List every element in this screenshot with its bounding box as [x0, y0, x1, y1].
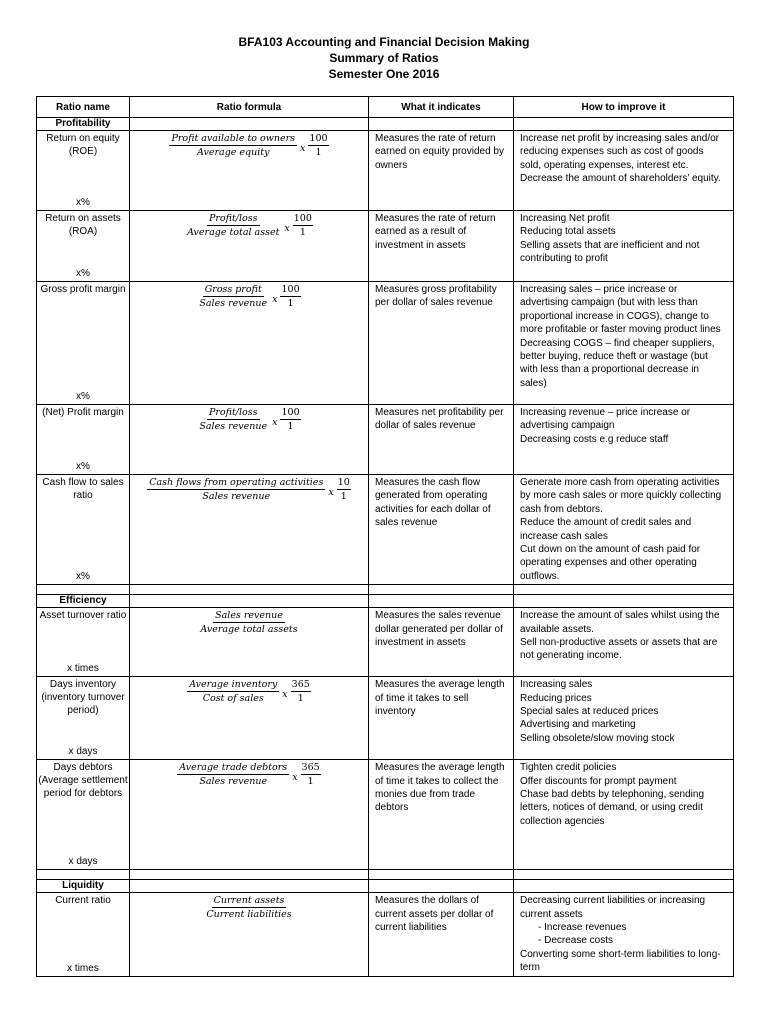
what-it-indicates-cell	[369, 475, 514, 585]
ratio-unit: x days	[68, 746, 98, 758]
what-it-indicates-cell	[369, 760, 514, 870]
ratio-unit: x times	[67, 962, 99, 974]
how-to-improve-cell	[514, 405, 734, 475]
improvement-item: Special sales at reduced prices	[520, 706, 659, 718]
ratio-row	[37, 131, 734, 211]
ratio-formula-cell	[130, 475, 369, 585]
ratio-name-cell	[37, 475, 130, 585]
improvement-item: Increase the amount of sales whilst using the available assets.	[520, 610, 720, 635]
what-it-indicates-text: Measures net profitability per dollar of sales revenue	[375, 407, 504, 432]
spacer-cell	[514, 870, 734, 880]
ratio-name: Current ratio	[55, 895, 111, 907]
improvement-item: Increasing sales – price increase or advertising campaign (but with less than proportional increase in COGS), change to more profitable or faster moving product lines	[520, 284, 721, 336]
what-it-indicates-cell	[369, 211, 514, 282]
ratio-formula-cell	[130, 608, 369, 677]
formula-denominator: Sales revenue	[199, 776, 268, 788]
how-to-improve-cell	[514, 211, 734, 282]
ratio-name: Return on equity (ROE)	[46, 133, 120, 157]
ratio-name: (Net) Profit margin	[42, 407, 124, 418]
formula-numerator: Gross profit	[204, 284, 262, 295]
improvement-item: Tighten credit policies	[520, 762, 617, 774]
improvement-item: Increasing Net profit	[520, 213, 610, 224]
section-empty-cell	[514, 118, 734, 131]
title-line-3: Semester One 2016	[328, 67, 440, 81]
title-line-2: Summary of Ratios	[329, 51, 439, 65]
ratio-formula	[197, 406, 300, 433]
formula-numerator: Average inventory	[189, 679, 278, 691]
formula-multiply-sign: x	[292, 772, 298, 784]
section-label: Liquidity	[37, 880, 130, 893]
multiplier-denominator: 1	[315, 147, 322, 158]
multiplier-denominator: 1	[307, 776, 314, 788]
what-it-indicates-text: Measures the average length of time it takes to collect the monies due from trade debtors	[375, 762, 505, 814]
formula-multiply-sign: x	[272, 294, 278, 305]
section-label: Efficiency	[37, 595, 130, 608]
spacer-cell	[369, 870, 514, 880]
spacer-row	[37, 585, 734, 595]
formula-denominator: Sales revenue	[199, 421, 268, 432]
improvement-item: - Decrease costs	[538, 935, 614, 947]
how-to-improve-cell	[514, 893, 734, 976]
formula-multiply-sign: x	[300, 143, 306, 154]
formula-multiplier	[337, 476, 351, 503]
ratio-formula	[147, 476, 351, 503]
formula-numerator: Profit/loss	[208, 213, 258, 224]
formula-multiplier	[280, 406, 300, 433]
improvement-item: Decreasing COGS – find cheaper suppliers, better buying, reduce theft or wastage (but with less than a proportional decrease in sales)	[520, 337, 715, 389]
improvement-item: Reducing prices	[520, 692, 592, 704]
improvement-item: Increase net profit by increasing sales and/or reducing expenses such as cost of goods sold, operating expenses, interest etc.	[520, 133, 719, 171]
ratio-unit: x%	[76, 571, 90, 583]
formula-denominator: Sales revenue	[202, 491, 271, 502]
formula-fraction	[197, 283, 269, 310]
improvement-item: Reduce the amount of credit sales and increase cash sales	[520, 517, 692, 542]
multiplier-numerator: 100	[281, 284, 300, 295]
header-what-it-indicates: What it indicates	[369, 97, 514, 118]
ratio-formula	[198, 609, 299, 636]
improvement-item: Advertising and marketing	[520, 719, 636, 731]
formula-numerator: Profit/loss	[208, 407, 258, 418]
what-it-indicates-text: Measures the rate of return earned on equity provided by owners	[375, 133, 504, 171]
formula-multiplier	[308, 132, 328, 159]
improvement-item: Decreasing costs e.g reduce staff	[520, 433, 669, 445]
multiplier-denominator: 1	[287, 298, 294, 309]
improvement-item: Converting some short-term liabilities to long-term	[520, 948, 721, 974]
ratio-formula	[169, 132, 328, 159]
formula-fraction	[147, 476, 325, 503]
what-it-indicates-text: Measures the dollars of current assets per dollar of current liabilities	[375, 895, 494, 934]
multiplier-denominator: 1	[297, 693, 304, 705]
formula-denominator: Average equity	[197, 147, 270, 158]
ratio-formula	[197, 283, 300, 310]
ratio-unit: x times	[67, 663, 99, 675]
formula-multiply-sign: x	[282, 689, 288, 701]
multiplier-numerator: 10	[337, 477, 350, 488]
ratio-formula-cell	[130, 405, 369, 475]
improvement-item: Decrease the amount of shareholders’ equity.	[520, 173, 721, 185]
how-to-improve-cell	[514, 131, 734, 211]
ratio-name-cell	[37, 131, 130, 211]
section-row-liquidity	[37, 880, 734, 893]
section-empty-cell	[130, 880, 369, 893]
what-it-indicates-text: Measures the sales revenue dollar generated per dollar of investment in assets	[375, 610, 503, 649]
formula-numerator: Average trade debtors	[179, 762, 288, 774]
ratio-row	[37, 405, 734, 475]
formula-multiply-sign: x	[328, 487, 334, 498]
formula-fraction	[198, 609, 299, 636]
ratio-formula-cell	[130, 893, 369, 976]
ratio-formula	[177, 761, 320, 788]
ratio-formula	[204, 894, 293, 921]
ratio-row	[37, 677, 734, 760]
section-empty-cell	[514, 880, 734, 893]
formula-denominator: Sales revenue	[199, 298, 268, 309]
multiplier-denominator: 1	[287, 421, 294, 432]
what-it-indicates-cell	[369, 608, 514, 677]
section-empty-cell	[369, 880, 514, 893]
multiplier-numerator: 100	[309, 133, 328, 144]
spacer-cell	[37, 585, 130, 595]
multiplier-numerator: 100	[293, 213, 312, 224]
formula-fraction	[187, 678, 279, 705]
formula-denominator: Cost of sales	[202, 693, 264, 705]
improvement-item: Offer discounts for prompt payment	[520, 775, 677, 787]
formula-numerator: Sales revenue	[215, 610, 283, 622]
ratio-formula	[187, 678, 311, 705]
improvement-item: Selling assets that are inefficient and not contributing to profit	[520, 239, 700, 265]
what-it-indicates-cell	[369, 893, 514, 976]
improvement-item: Increasing revenue – price increase or advertising campaign	[520, 407, 691, 432]
ratio-row	[37, 608, 734, 677]
spacer-cell	[514, 585, 734, 595]
formula-multiply-sign: x	[272, 417, 278, 428]
ratio-unit: x%	[76, 268, 90, 279]
ratio-name-cell	[37, 677, 130, 760]
formula-fraction	[169, 132, 297, 159]
ratio-name: Asset turnover ratio	[39, 610, 127, 622]
section-empty-cell	[130, 595, 369, 608]
ratio-name-cell	[37, 893, 130, 976]
how-to-improve-cell	[514, 475, 734, 585]
how-to-improve-cell	[514, 760, 734, 870]
ratio-row	[37, 760, 734, 870]
improvement-item: Generate more cash from operating activities by more cash sales or more quickly collecting cash from debtors.	[520, 477, 722, 515]
improvement-item: Reducing total assets	[520, 226, 616, 238]
ratio-name-cell	[37, 405, 130, 475]
ratio-row	[37, 211, 734, 282]
how-to-improve-cell	[514, 677, 734, 760]
formula-multiply-sign: x	[284, 223, 290, 234]
improvement-item: Sell non-productive assets or assets that are not generating income.	[520, 637, 718, 662]
formula-denominator: Average total asset	[187, 227, 280, 238]
formula-multiplier	[280, 283, 300, 310]
improvement-item: Cut down on the amount of cash paid for operating expenses and other operating outflows.	[520, 544, 701, 582]
section-label: Profitability	[37, 118, 130, 131]
formula-fraction	[197, 406, 269, 433]
what-it-indicates-cell	[369, 677, 514, 760]
spacer-cell	[130, 870, 369, 880]
formula-numerator: Profit available to owners	[171, 133, 296, 144]
multiplier-numerator: 365	[301, 762, 320, 774]
ratio-unit: x%	[76, 197, 90, 208]
section-row-profitability	[37, 118, 734, 131]
section-empty-cell	[369, 118, 514, 131]
improvement-item: - Increase revenues	[538, 922, 627, 934]
ratio-unit: x%	[76, 391, 90, 402]
what-it-indicates-cell	[369, 282, 514, 405]
what-it-indicates-text: Measures the average length of time it takes to sell inventory	[375, 679, 505, 718]
how-to-improve-cell	[514, 282, 734, 405]
improvement-item: Increasing sales	[520, 679, 593, 691]
formula-multiplier	[301, 761, 321, 788]
multiplier-numerator: 100	[281, 407, 300, 418]
spacer-row	[37, 870, 734, 880]
what-it-indicates-text: Measures gross profitability per dollar of sales revenue	[375, 284, 497, 309]
formula-fraction	[177, 761, 289, 788]
what-it-indicates-cell	[369, 405, 514, 475]
what-it-indicates-cell	[369, 131, 514, 211]
ratio-formula-cell	[130, 282, 369, 405]
ratio-unit: x%	[76, 461, 90, 472]
title-line-1: BFA103 Accounting and Financial Decision Making	[238, 35, 530, 49]
multiplier-numerator: 365	[291, 679, 310, 691]
document-title	[0, 34, 768, 82]
multiplier-denominator: 1	[340, 491, 347, 502]
ratio-row	[37, 893, 734, 976]
formula-fraction	[204, 894, 293, 921]
formula-numerator: Cash flows from operating activities	[149, 477, 324, 488]
multiplier-denominator: 1	[299, 227, 306, 238]
ratios-table	[36, 96, 734, 977]
formula-multiplier	[291, 678, 311, 705]
ratio-formula	[185, 212, 313, 239]
spacer-cell	[369, 585, 514, 595]
improvement-item: Chase bad debts by telephoning, sending letters, notices of demand, or using credit collection agencies	[520, 789, 705, 827]
section-empty-cell	[369, 595, 514, 608]
ratio-row	[37, 282, 734, 405]
section-empty-cell	[130, 118, 369, 131]
ratio-formula-cell	[130, 131, 369, 211]
ratio-name: Gross profit margin	[40, 284, 126, 295]
how-to-improve-cell	[514, 608, 734, 677]
ratio-formula-cell	[130, 677, 369, 760]
ratio-unit: x days	[68, 856, 98, 868]
section-row-efficiency	[37, 595, 734, 608]
what-it-indicates-text: Measures the cash flow generated from operating activities for each dollar of sales revenue	[375, 477, 491, 529]
ratio-formula-cell	[130, 760, 369, 870]
ratio-name: Days debtors (Average settlement period for debtors	[38, 762, 128, 800]
formula-denominator: Current liabilities	[206, 909, 292, 921]
formula-denominator: Average total assets	[200, 624, 298, 636]
header-ratio-name: Ratio name	[37, 97, 130, 118]
spacer-cell	[37, 870, 130, 880]
improvement-item: Selling obsolete/slow moving stock	[520, 732, 675, 744]
ratio-name: Return on assets (ROA)	[45, 213, 121, 237]
formula-multiplier	[293, 212, 313, 239]
what-it-indicates-text: Measures the rate of return earned as a result of investment in assets	[375, 213, 496, 251]
spacer-cell	[130, 585, 369, 595]
ratio-name-cell	[37, 608, 130, 677]
improvement-item: Decreasing current liabilities or increasing current assets	[520, 895, 706, 920]
header-row	[37, 97, 734, 118]
ratio-name-cell	[37, 282, 130, 405]
formula-numerator: Current assets	[213, 895, 285, 907]
ratio-name-cell	[37, 211, 130, 282]
ratio-formula-cell	[130, 211, 369, 282]
ratio-name: Days inventory (inventory turnover period)	[41, 679, 125, 717]
section-empty-cell	[514, 595, 734, 608]
formula-fraction	[185, 212, 281, 239]
header-ratio-formula: Ratio formula	[130, 97, 369, 118]
ratio-name: Cash flow to sales ratio	[42, 477, 124, 501]
ratio-row	[37, 475, 734, 585]
ratio-name-cell	[37, 760, 130, 870]
header-how-to-improve: How to improve it	[514, 97, 734, 118]
